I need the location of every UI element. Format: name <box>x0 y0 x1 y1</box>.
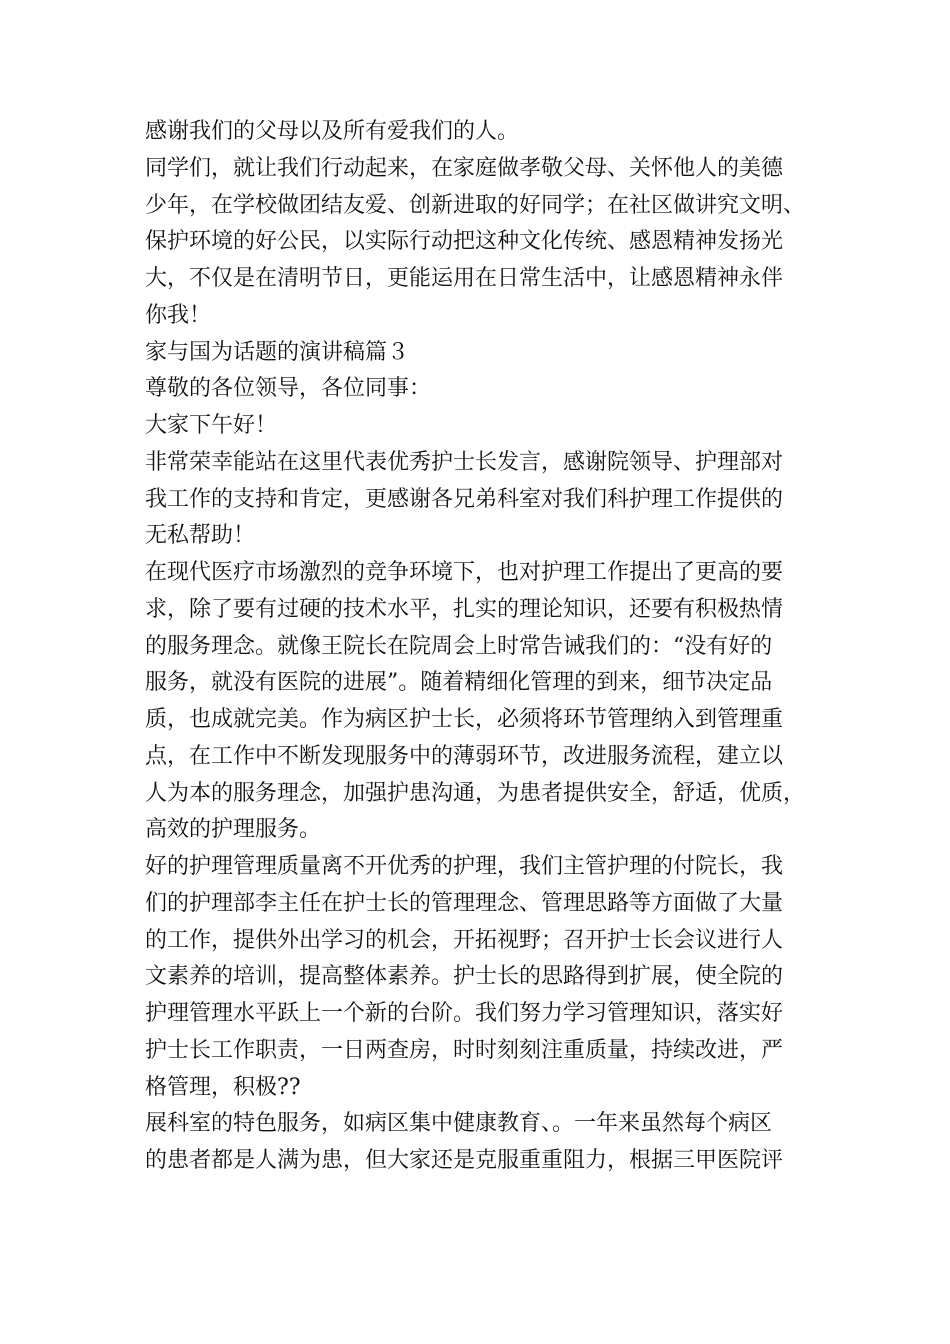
text-line: 你我！ <box>145 302 212 328</box>
text-line: 格管理，积极?? <box>145 1074 301 1100</box>
text-line: 质，也成就完美。作为病区护士长，必须将环节管理纳入到管理重 <box>145 707 784 732</box>
salutation: 尊敬的各位领导，各位同事： <box>145 376 432 402</box>
text-line: 们的护理部李主任在护士长的管理理念、管理思路等方面做了大量 <box>145 890 784 916</box>
text-line: 的患者都是人满为患，但大家还是克服重重阻力，根据三甲医院评 <box>145 1148 784 1173</box>
text-line: 同学们，就让我们行动起来，在家庭做孝敬父母、关怀他人的美德 <box>145 155 784 181</box>
text-line: 高效的护理服务。 <box>145 817 322 843</box>
section-heading: 家与国为话题的演讲稿篇３ <box>145 339 410 365</box>
text-line: 好的护理管理质量离不开优秀的护理，我们主管护理的付院长，我 <box>145 854 784 879</box>
text-line: 保护环境的好公民，以实际行动把这种文化传统、感恩精神发扬光 <box>145 229 784 255</box>
text-line: 服务，就没有医院的进展”。随着精细化管理的到来，细节决定品 <box>145 670 773 696</box>
text-line: 感谢我们的父母以及所有爱我们的人。 <box>145 119 520 144</box>
text-line: 无私帮助！ <box>145 523 256 549</box>
text-line: 少年，在学校做团结友爱、创新进取的好同学；在社区做讲究文明、 <box>145 192 806 218</box>
text-line: 求，除了要有过硬的技术水平，扎实的理论知识，还要有积极热情 <box>145 596 784 622</box>
text-line: 护理管理水平跃上一个新的台阶。我们努力学习管理知识，落实好 <box>145 1001 784 1026</box>
text-line: 文素养的培训，提高整体素养。护士长的思路得到扩展，使全院的 <box>145 964 784 990</box>
text-line: 大，不仅是在清明节日，更能运用在日常生活中，让感恩精神永伴 <box>145 266 784 291</box>
text-line: 非常荣幸能站在这里代表优秀护士长发言，感谢院领导、护理部对 <box>145 449 784 475</box>
text-line: 展科室的特色服务，如病区集中健康教育、。一年来虽然每个病区 <box>145 1111 773 1137</box>
text-line: 我工作的支持和肯定，更感谢各兄弟科室对我们科护理工作提供的 <box>145 486 784 512</box>
text-line: 的服务理念。就像王院长在院周会上时常告诫我们的：“没有好的 <box>145 633 773 659</box>
text-line: 的工作，提供外出学习的机会，开拓视野；召开护士长会议进行人 <box>145 927 784 953</box>
text-line: 人为本的服务理念，加强护患沟通，为患者提供安全，舒适，优质， <box>145 780 806 806</box>
document-body <box>145 114 845 1180</box>
text-line: 护士长工作职责，一日两查房，时时刻刻注重质量，持续改进，严 <box>145 1037 784 1063</box>
text-line: 点，在工作中不断发现服务中的薄弱环节，改进服务流程，建立以 <box>145 743 784 769</box>
greeting: 大家下午好！ <box>145 413 278 438</box>
text-line: 在现代医疗市场激烈的竞争环境下，也对护理工作提出了更高的要 <box>145 560 784 585</box>
